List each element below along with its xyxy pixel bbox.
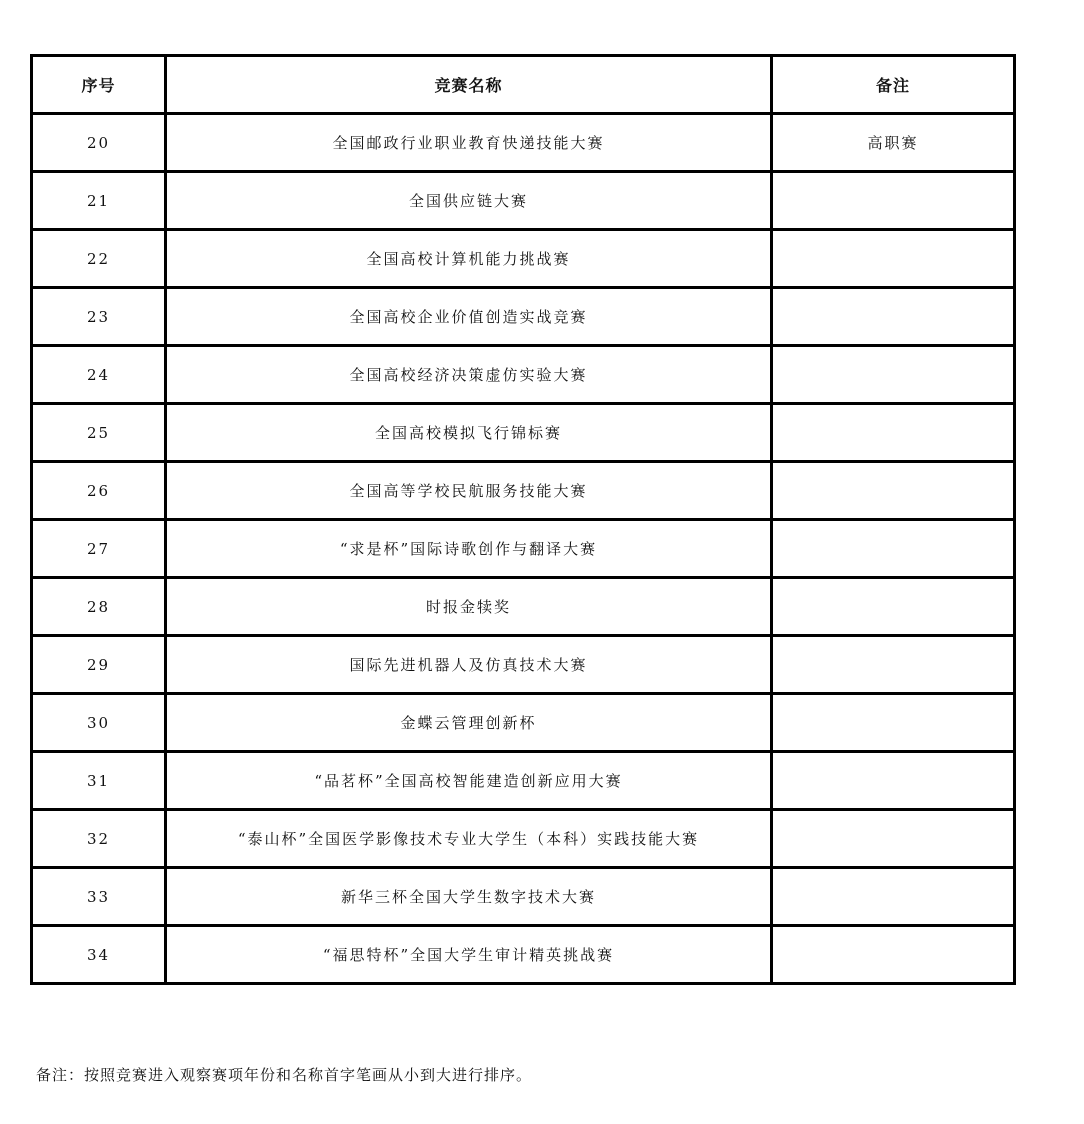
table-row xyxy=(32,520,1015,578)
header-name: 竞赛名称 xyxy=(166,56,772,114)
cell-no: 26 xyxy=(32,462,166,520)
cell-name: 全国邮政行业职业教育快递技能大赛 xyxy=(166,114,772,172)
cell-name: 全国高校模拟飞行锦标赛 xyxy=(166,404,772,462)
cell-note xyxy=(772,694,1015,752)
cell-name: “泰山杯”全国医学影像技术专业大学生（本科）实践技能大赛 xyxy=(166,810,772,868)
cell-name: 国际先进机器人及仿真技术大赛 xyxy=(166,636,772,694)
table-row xyxy=(32,636,1015,694)
footnote: 备注：按照竞赛进入观察赛项年份和名称首字笔画从小到大进行排序。 xyxy=(36,1066,533,1084)
cell-note xyxy=(772,288,1015,346)
cell-note xyxy=(772,520,1015,578)
table-row xyxy=(32,230,1015,288)
cell-note xyxy=(772,404,1015,462)
cell-no: 24 xyxy=(32,346,166,404)
cell-name: 时报金犊奖 xyxy=(166,578,772,636)
table-row xyxy=(32,694,1015,752)
cell-name: 新华三杯全国大学生数字技术大赛 xyxy=(166,868,772,926)
cell-no: 25 xyxy=(32,404,166,462)
cell-no: 33 xyxy=(32,868,166,926)
cell-note xyxy=(772,636,1015,694)
cell-name: 金蝶云管理创新杯 xyxy=(166,694,772,752)
table-row xyxy=(32,578,1015,636)
cell-name: 全国高校经济决策虚仿实验大赛 xyxy=(166,346,772,404)
cell-no: 22 xyxy=(32,230,166,288)
cell-no: 21 xyxy=(32,172,166,230)
cell-note xyxy=(772,462,1015,520)
cell-name: 全国供应链大赛 xyxy=(166,172,772,230)
cell-name: 全国高校企业价值创造实战竞赛 xyxy=(166,288,772,346)
table-row xyxy=(32,172,1015,230)
cell-no: 27 xyxy=(32,520,166,578)
cell-name: “福思特杯”全国大学生审计精英挑战赛 xyxy=(166,926,772,984)
table-row xyxy=(32,752,1015,810)
cell-note: 高职赛 xyxy=(772,114,1015,172)
cell-note xyxy=(772,810,1015,868)
cell-name: “品茗杯”全国高校智能建造创新应用大赛 xyxy=(166,752,772,810)
table-row xyxy=(32,114,1015,172)
table-row xyxy=(32,288,1015,346)
cell-note xyxy=(772,752,1015,810)
cell-note xyxy=(772,172,1015,230)
table-row xyxy=(32,926,1015,984)
cell-no: 34 xyxy=(32,926,166,984)
cell-no: 29 xyxy=(32,636,166,694)
competition-table xyxy=(30,54,1016,985)
cell-no: 32 xyxy=(32,810,166,868)
cell-no: 30 xyxy=(32,694,166,752)
cell-name: 全国高等学校民航服务技能大赛 xyxy=(166,462,772,520)
table-row xyxy=(32,404,1015,462)
table-row xyxy=(32,810,1015,868)
cell-note xyxy=(772,926,1015,984)
cell-note xyxy=(772,230,1015,288)
header-no: 序号 xyxy=(32,56,166,114)
cell-no: 28 xyxy=(32,578,166,636)
cell-no: 23 xyxy=(32,288,166,346)
table-row xyxy=(32,346,1015,404)
table-row xyxy=(32,868,1015,926)
cell-name: 全国高校计算机能力挑战赛 xyxy=(166,230,772,288)
cell-note xyxy=(772,346,1015,404)
header-note: 备注 xyxy=(772,56,1015,114)
cell-note xyxy=(772,868,1015,926)
competition-table-container xyxy=(30,54,1013,985)
table-header-row xyxy=(32,56,1015,114)
cell-no: 20 xyxy=(32,114,166,172)
cell-no: 31 xyxy=(32,752,166,810)
cell-name: “求是杯”国际诗歌创作与翻译大赛 xyxy=(166,520,772,578)
cell-note xyxy=(772,578,1015,636)
table-row xyxy=(32,462,1015,520)
